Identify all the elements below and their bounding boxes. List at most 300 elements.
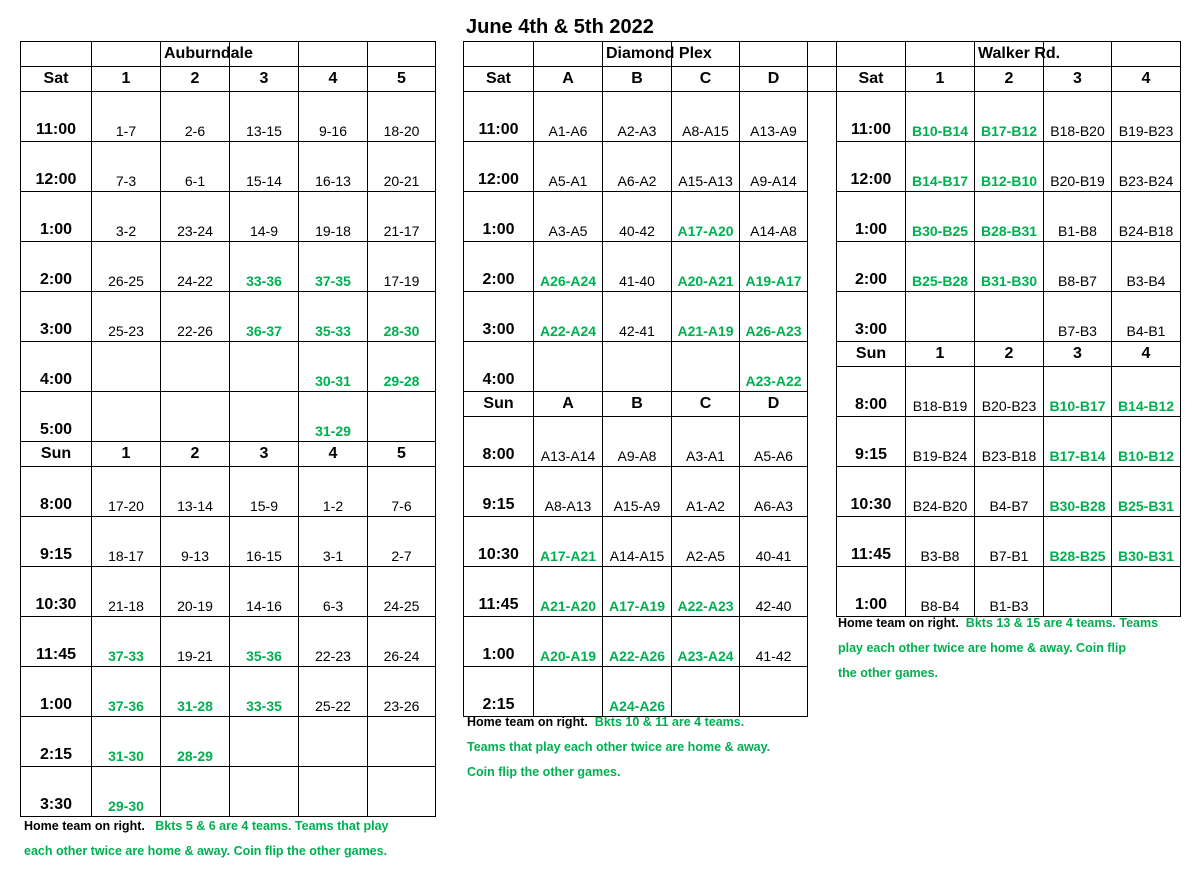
game-matchup: A2-A5 xyxy=(672,517,740,567)
time-slot-row xyxy=(21,192,436,242)
spacer-row xyxy=(807,92,836,142)
game-matchup: B20-B23 xyxy=(975,367,1044,417)
game-matchup: 22-26 xyxy=(161,292,230,342)
time-slot-row xyxy=(464,242,808,292)
game-matchup: B18-B20 xyxy=(1044,92,1112,142)
field-label: 1 xyxy=(92,442,161,467)
game-matchup xyxy=(672,342,740,392)
day-header-row xyxy=(21,67,436,92)
day-label: Sat xyxy=(464,67,534,92)
game-matchup: A8-A13 xyxy=(534,467,603,517)
game-matchup: 41-40 xyxy=(603,242,672,292)
game-matchup xyxy=(672,667,740,717)
field-label: D xyxy=(740,67,808,92)
game-matchup: B7-B1 xyxy=(975,517,1044,567)
game-matchup: 3-2 xyxy=(92,192,161,242)
game-matchup: B23-B18 xyxy=(975,417,1044,467)
time-slot-row xyxy=(837,517,1181,567)
game-matchup: A24-A26 xyxy=(603,667,672,717)
game-matchup: B24-B18 xyxy=(1112,192,1181,242)
game-matchup xyxy=(603,342,672,392)
empty-header-cell xyxy=(837,42,906,67)
spacer-row xyxy=(807,392,836,442)
time-slot: 3:30 xyxy=(21,767,92,817)
game-matchup: 37-35 xyxy=(299,242,368,292)
auburndale-note xyxy=(24,814,388,864)
time-slot: 3:00 xyxy=(21,292,92,342)
game-matchup: 35-36 xyxy=(230,617,299,667)
day-label: Sat xyxy=(837,67,906,92)
game-matchup: B8-B7 xyxy=(1044,242,1112,292)
game-matchup xyxy=(534,342,603,392)
game-matchup: A1-A6 xyxy=(534,92,603,142)
time-slot: 11:00 xyxy=(464,92,534,142)
spacer-row xyxy=(807,342,836,392)
time-slot: 12:00 xyxy=(464,142,534,192)
day-header-row xyxy=(464,392,808,417)
note-rules: Teams that play each other twice are home & away. xyxy=(467,740,771,754)
time-slot: 1:00 xyxy=(837,192,906,242)
empty-header-cell xyxy=(740,42,808,67)
game-matchup: 28-30 xyxy=(368,292,436,342)
spacer-cell xyxy=(807,242,836,292)
game-matchup xyxy=(161,392,230,442)
time-slot-row xyxy=(837,467,1181,517)
game-matchup: A6-A3 xyxy=(740,467,808,517)
game-matchup: 21-18 xyxy=(92,567,161,617)
spacer-cell xyxy=(807,492,836,542)
spacer-cell xyxy=(807,92,836,142)
empty-header-cell xyxy=(92,42,161,67)
time-slot: 3:00 xyxy=(464,292,534,342)
game-matchup xyxy=(1044,567,1112,617)
field-label: 1 xyxy=(92,67,161,92)
game-matchup xyxy=(230,767,299,817)
field-label: 2 xyxy=(161,442,230,467)
time-slot: 11:45 xyxy=(464,567,534,617)
time-slot-row xyxy=(464,342,808,392)
field-label: 3 xyxy=(1044,342,1112,367)
time-slot-row xyxy=(464,467,808,517)
game-matchup xyxy=(368,767,436,817)
game-matchup: A22-A23 xyxy=(672,567,740,617)
game-matchup: 29-30 xyxy=(92,767,161,817)
empty-header-cell xyxy=(906,42,975,67)
game-matchup: 18-20 xyxy=(368,92,436,142)
game-matchup xyxy=(92,342,161,392)
time-slot-row xyxy=(21,292,436,342)
empty-header-cell xyxy=(534,42,603,67)
time-slot-row xyxy=(464,417,808,467)
empty-header-cell xyxy=(464,42,534,67)
time-slot: 8:00 xyxy=(21,467,92,517)
venue-name: Auburndale xyxy=(161,42,230,67)
game-matchup: A14-A8 xyxy=(740,192,808,242)
note-home-team: Home team on right. xyxy=(838,616,959,630)
game-matchup: 19-18 xyxy=(299,192,368,242)
day-label: Sun xyxy=(464,392,534,417)
game-matchup xyxy=(161,342,230,392)
field-label: B xyxy=(603,392,672,417)
game-matchup: A13-A14 xyxy=(534,417,603,467)
game-matchup: 20-21 xyxy=(368,142,436,192)
game-matchup: B14-B12 xyxy=(1112,367,1181,417)
game-matchup: 13-15 xyxy=(230,92,299,142)
note-rules: each other twice are home & away. Coin flip the other games. xyxy=(24,844,388,858)
game-matchup: 17-19 xyxy=(368,242,436,292)
note-coin-flip: Coin flip the other games. xyxy=(467,765,621,779)
game-matchup: B28-B25 xyxy=(1044,517,1112,567)
game-matchup: B7-B3 xyxy=(1044,292,1112,342)
field-label: 4 xyxy=(299,67,368,92)
time-slot: 1:00 xyxy=(837,567,906,617)
time-slot-row xyxy=(464,517,808,567)
spacer-row xyxy=(807,142,836,192)
game-matchup: 25-22 xyxy=(299,667,368,717)
game-matchup xyxy=(1112,567,1181,617)
empty-header-cell xyxy=(21,42,92,67)
game-matchup: B14-B17 xyxy=(906,142,975,192)
game-matchup: B28-B31 xyxy=(975,192,1044,242)
game-matchup: 36-37 xyxy=(230,292,299,342)
time-slot: 1:00 xyxy=(21,192,92,242)
empty-header-cell xyxy=(368,42,436,67)
game-matchup: 30-31 xyxy=(299,342,368,392)
time-slot: 10:30 xyxy=(837,467,906,517)
game-matchup: A1-A2 xyxy=(672,467,740,517)
time-slot-row xyxy=(21,567,436,617)
game-matchup: 25-23 xyxy=(92,292,161,342)
game-matchup: 22-23 xyxy=(299,617,368,667)
game-matchup: 35-33 xyxy=(299,292,368,342)
game-matchup: A22-A24 xyxy=(534,292,603,342)
game-matchup: 24-25 xyxy=(368,567,436,617)
spacer-cell xyxy=(807,192,836,242)
time-slot: 2:00 xyxy=(837,242,906,292)
empty-header-cell xyxy=(299,42,368,67)
spacer-row xyxy=(807,592,836,642)
time-slot-row xyxy=(21,467,436,517)
game-matchup xyxy=(92,392,161,442)
day-header-row xyxy=(837,342,1181,367)
time-slot-row xyxy=(21,392,436,442)
game-matchup xyxy=(161,767,230,817)
time-slot: 4:00 xyxy=(21,342,92,392)
game-matchup: A15-A13 xyxy=(672,142,740,192)
game-matchup: 31-29 xyxy=(299,392,368,442)
spacer-cell xyxy=(807,342,836,392)
spacer-row xyxy=(807,492,836,542)
game-matchup: A20-A19 xyxy=(534,617,603,667)
venue-name: Diamond Plex xyxy=(603,42,672,67)
game-matchup: 20-19 xyxy=(161,567,230,617)
game-matchup: 19-21 xyxy=(161,617,230,667)
game-matchup xyxy=(740,667,808,717)
game-matchup: 37-33 xyxy=(92,617,161,667)
game-matchup: A23-A22 xyxy=(740,342,808,392)
game-matchup: A14-A15 xyxy=(603,517,672,567)
game-matchup: 17-20 xyxy=(92,467,161,517)
field-label: 3 xyxy=(230,67,299,92)
page-title: June 4th & 5th 2022 xyxy=(466,16,654,38)
time-slot-row xyxy=(837,292,1181,342)
game-matchup: 24-22 xyxy=(161,242,230,292)
time-slot-row xyxy=(837,192,1181,242)
time-slot-row xyxy=(464,142,808,192)
time-slot-row xyxy=(837,92,1181,142)
game-matchup: A3-A5 xyxy=(534,192,603,242)
diamond-plex-note xyxy=(467,710,770,785)
time-slot-row xyxy=(21,517,436,567)
time-slot: 11:45 xyxy=(837,517,906,567)
game-matchup: B12-B10 xyxy=(975,142,1044,192)
game-matchup xyxy=(230,342,299,392)
day-label: Sun xyxy=(21,442,92,467)
game-matchup: 33-35 xyxy=(230,667,299,717)
game-matchup: 29-28 xyxy=(368,342,436,392)
spacer-column xyxy=(807,41,836,692)
game-matchup: B10-B14 xyxy=(906,92,975,142)
time-slot: 2:00 xyxy=(21,242,92,292)
game-matchup: 40-41 xyxy=(740,517,808,567)
spacer-row xyxy=(807,242,836,292)
time-slot-row xyxy=(464,567,808,617)
time-slot-row xyxy=(21,342,436,392)
spacer-cell xyxy=(807,642,836,692)
game-matchup: A8-A15 xyxy=(672,92,740,142)
game-matchup: 37-36 xyxy=(92,667,161,717)
note-coin-flip: the other games. xyxy=(838,666,939,680)
time-slot-row xyxy=(21,617,436,667)
game-matchup: B1-B3 xyxy=(975,567,1044,617)
time-slot: 3:00 xyxy=(837,292,906,342)
field-label: 4 xyxy=(1112,342,1181,367)
game-matchup: A5-A6 xyxy=(740,417,808,467)
game-matchup xyxy=(230,392,299,442)
time-slot: 8:00 xyxy=(837,367,906,417)
game-matchup: B19-B24 xyxy=(906,417,975,467)
game-matchup xyxy=(975,292,1044,342)
game-matchup: 9-16 xyxy=(299,92,368,142)
spacer-cell xyxy=(807,542,836,592)
time-slot: 10:30 xyxy=(21,567,92,617)
game-matchup: A21-A19 xyxy=(672,292,740,342)
note-home-team: Home team on right. xyxy=(467,715,588,729)
field-label: 3 xyxy=(1044,67,1112,92)
game-matchup: B10-B17 xyxy=(1044,367,1112,417)
spacer-row xyxy=(807,192,836,242)
game-matchup: 28-29 xyxy=(161,717,230,767)
game-matchup: B10-B12 xyxy=(1112,417,1181,467)
game-matchup: 1-7 xyxy=(92,92,161,142)
game-matchup: 9-13 xyxy=(161,517,230,567)
spacer-cell xyxy=(807,442,836,492)
game-matchup: A21-A20 xyxy=(534,567,603,617)
game-matchup: B19-B23 xyxy=(1112,92,1181,142)
game-matchup: 14-9 xyxy=(230,192,299,242)
game-matchup: B4-B7 xyxy=(975,467,1044,517)
time-slot: 4:00 xyxy=(464,342,534,392)
game-matchup: B3-B4 xyxy=(1112,242,1181,292)
game-matchup: B30-B28 xyxy=(1044,467,1112,517)
game-matchup: A5-A1 xyxy=(534,142,603,192)
game-matchup: 2-6 xyxy=(161,92,230,142)
time-slot-row xyxy=(837,242,1181,292)
field-label: 2 xyxy=(975,342,1044,367)
game-matchup: 15-14 xyxy=(230,142,299,192)
time-slot: 12:00 xyxy=(21,142,92,192)
game-matchup: B25-B28 xyxy=(906,242,975,292)
spacer-cell xyxy=(807,42,836,67)
game-matchup: A17-A20 xyxy=(672,192,740,242)
game-matchup: B20-B19 xyxy=(1044,142,1112,192)
game-matchup: B4-B1 xyxy=(1112,292,1181,342)
time-slot: 12:00 xyxy=(837,142,906,192)
time-slot: 9:15 xyxy=(464,467,534,517)
game-matchup: A20-A21 xyxy=(672,242,740,292)
time-slot-row xyxy=(21,667,436,717)
diamond-plex-schedule-table xyxy=(463,41,808,717)
venue-name: Walker Rd. xyxy=(975,42,1044,67)
game-matchup: 16-13 xyxy=(299,142,368,192)
venue-title-row xyxy=(21,42,436,67)
time-slot-row xyxy=(21,242,436,292)
spacer-cell xyxy=(807,67,836,92)
empty-header-cell xyxy=(1112,42,1181,67)
spacer-cell xyxy=(807,142,836,192)
time-slot-row xyxy=(837,367,1181,417)
time-slot-row xyxy=(464,667,808,717)
time-slot-row xyxy=(464,192,808,242)
note-brackets: Bkts 13 & 15 are 4 teams. Teams xyxy=(965,616,1159,630)
game-matchup: 26-24 xyxy=(368,617,436,667)
game-matchup: A17-A21 xyxy=(534,517,603,567)
day-header-row xyxy=(21,442,436,467)
game-matchup: B17-B14 xyxy=(1044,417,1112,467)
field-label: B xyxy=(603,67,672,92)
game-matchup: B25-B31 xyxy=(1112,467,1181,517)
game-matchup: A2-A3 xyxy=(603,92,672,142)
game-matchup: A26-A23 xyxy=(740,292,808,342)
time-slot: 2:15 xyxy=(464,667,534,717)
spacer-row xyxy=(807,642,836,692)
game-matchup: 26-25 xyxy=(92,242,161,292)
field-label: 2 xyxy=(975,67,1044,92)
field-label: 5 xyxy=(368,442,436,467)
game-matchup: B1-B8 xyxy=(1044,192,1112,242)
game-matchup: A17-A19 xyxy=(603,567,672,617)
time-slot-row xyxy=(837,142,1181,192)
game-matchup: 41-42 xyxy=(740,617,808,667)
game-matchup: 1-2 xyxy=(299,467,368,517)
game-matchup: B3-B8 xyxy=(906,517,975,567)
game-matchup: 14-16 xyxy=(230,567,299,617)
field-label: C xyxy=(672,392,740,417)
field-label: 4 xyxy=(1112,67,1181,92)
day-label: Sun xyxy=(837,342,906,367)
field-label: 1 xyxy=(906,342,975,367)
time-slot-row xyxy=(21,767,436,817)
time-slot-row xyxy=(21,142,436,192)
game-matchup xyxy=(368,717,436,767)
game-matchup: 33-36 xyxy=(230,242,299,292)
game-matchup: B31-B30 xyxy=(975,242,1044,292)
time-slot-row xyxy=(464,292,808,342)
game-matchup: B23-B24 xyxy=(1112,142,1181,192)
game-matchup: A9-A8 xyxy=(603,417,672,467)
game-matchup: 7-6 xyxy=(368,467,436,517)
time-slot: 2:15 xyxy=(21,717,92,767)
walker-rd-schedule-table xyxy=(836,41,1181,617)
field-label: C xyxy=(672,67,740,92)
game-matchup: 3-1 xyxy=(299,517,368,567)
game-matchup xyxy=(906,292,975,342)
spacer-row xyxy=(807,542,836,592)
game-matchup: A15-A9 xyxy=(603,467,672,517)
time-slot: 11:00 xyxy=(21,92,92,142)
field-label: 3 xyxy=(230,442,299,467)
spacer-row xyxy=(807,442,836,492)
field-label: 5 xyxy=(368,67,436,92)
spacer-cell xyxy=(807,292,836,342)
game-matchup: A3-A1 xyxy=(672,417,740,467)
day-header-row xyxy=(837,67,1181,92)
spacer-cell xyxy=(807,392,836,442)
time-slot: 1:00 xyxy=(464,617,534,667)
game-matchup: B30-B31 xyxy=(1112,517,1181,567)
game-matchup: 40-42 xyxy=(603,192,672,242)
game-matchup: 2-7 xyxy=(368,517,436,567)
time-slot: 11:45 xyxy=(21,617,92,667)
time-slot-row xyxy=(837,567,1181,617)
game-matchup: B17-B12 xyxy=(975,92,1044,142)
field-label: 2 xyxy=(161,67,230,92)
game-matchup: 13-14 xyxy=(161,467,230,517)
game-matchup: 15-9 xyxy=(230,467,299,517)
time-slot: 8:00 xyxy=(464,417,534,467)
game-matchup: 7-3 xyxy=(92,142,161,192)
spacer-row xyxy=(807,42,836,67)
field-label: A xyxy=(534,392,603,417)
time-slot: 5:00 xyxy=(21,392,92,442)
time-slot-row xyxy=(21,92,436,142)
time-slot-row xyxy=(464,92,808,142)
game-matchup: 42-41 xyxy=(603,292,672,342)
spacer-cell xyxy=(807,592,836,642)
venue-title-row xyxy=(464,42,808,67)
time-slot: 9:15 xyxy=(21,517,92,567)
game-matchup: B8-B4 xyxy=(906,567,975,617)
game-matchup: B18-B19 xyxy=(906,367,975,417)
note-home-team: Home team on right. xyxy=(24,819,145,833)
game-matchup: B24-B20 xyxy=(906,467,975,517)
game-matchup: 6-1 xyxy=(161,142,230,192)
note-brackets: Bkts 5 & 6 are 4 teams. Teams that play xyxy=(155,819,389,833)
game-matchup xyxy=(299,767,368,817)
time-slot: 10:30 xyxy=(464,517,534,567)
game-matchup xyxy=(230,717,299,767)
auburndale-schedule-table xyxy=(20,41,436,817)
game-matchup: B30-B25 xyxy=(906,192,975,242)
time-slot: 2:00 xyxy=(464,242,534,292)
day-label: Sat xyxy=(21,67,92,92)
game-matchup: 23-26 xyxy=(368,667,436,717)
field-label: A xyxy=(534,67,603,92)
time-slot-row xyxy=(837,417,1181,467)
spacer-row xyxy=(807,67,836,92)
game-matchup: A22-A26 xyxy=(603,617,672,667)
game-matchup: A26-A24 xyxy=(534,242,603,292)
